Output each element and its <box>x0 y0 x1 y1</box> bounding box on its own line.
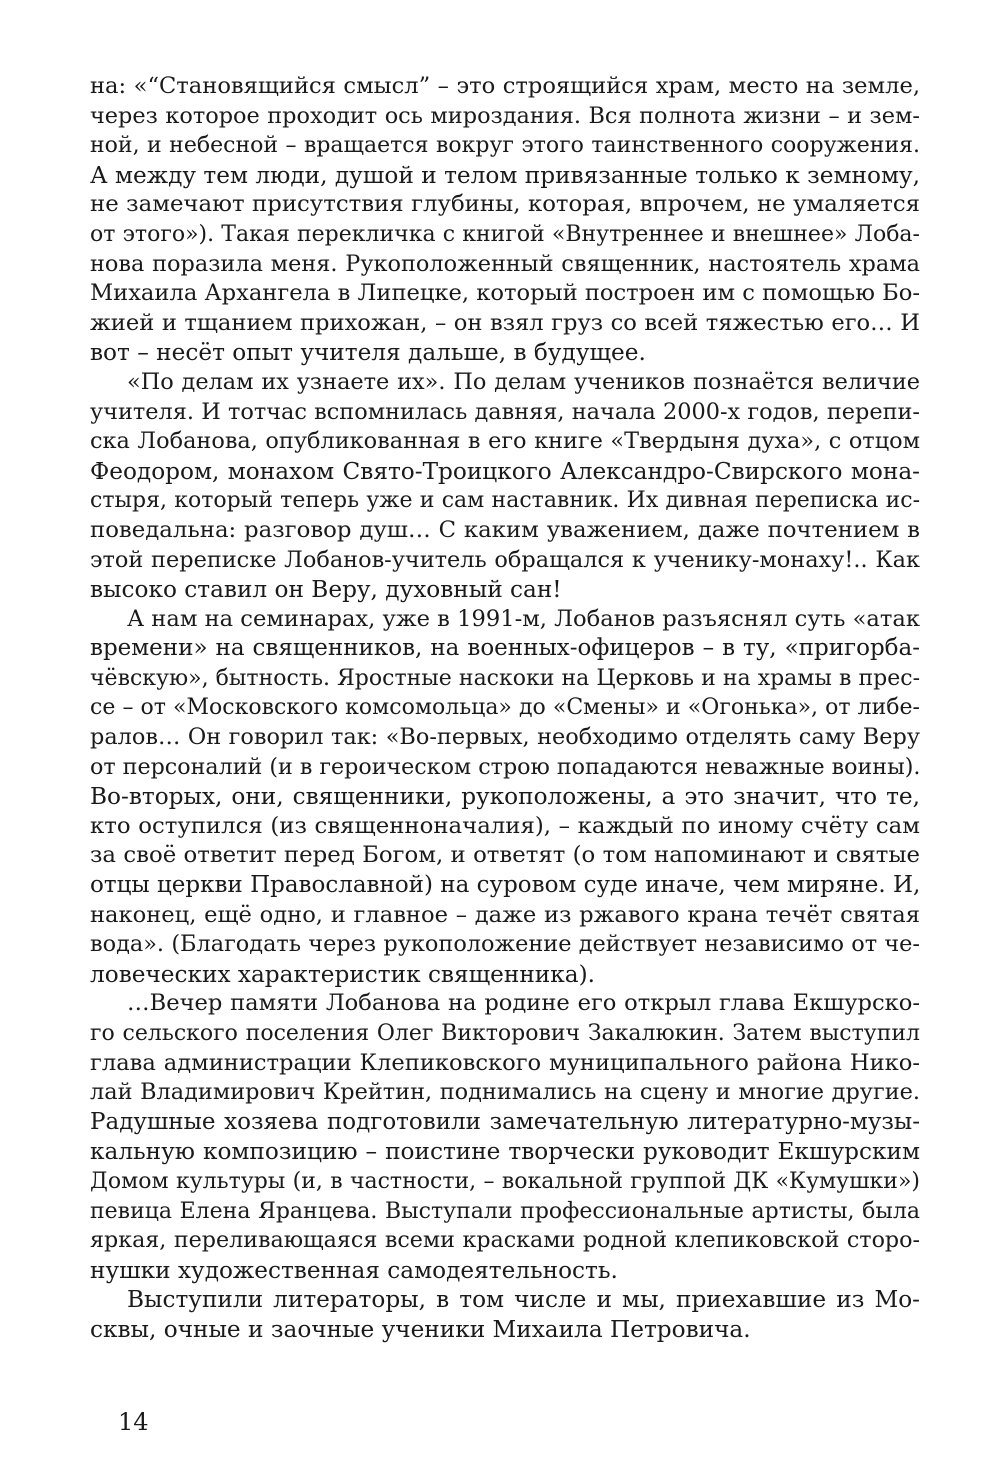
text-line: Радушные хозяева подготовили замечательную литературно-музы- <box>90 1108 920 1135</box>
text-line: ловеческих характеристик священника). <box>90 960 595 988</box>
text-line: наконец, ещё одно, и главное – даже из ржавого крана течёт святая <box>90 901 920 928</box>
text-line: го сельского поселения Олег Викторович Закалюкин. Затем выступил <box>90 1021 920 1046</box>
text-line: Домом культуры (и, в частности, – вокальной группой ДК «Кумушки») <box>90 1168 920 1194</box>
paragraph-4 <box>90 989 920 1285</box>
text-line: Во-вторых, они, священники, рукоположены, а это значит, что те, <box>90 783 920 811</box>
text-line: нова поразила меня. Рукоположенный священник, настоятель храма <box>90 250 920 277</box>
text-line: за своё ответит перед Богом, и ответят (о том напоминают и святые <box>90 842 920 869</box>
text-line: через которое проходит ось мироздания. Вся полнота жизни – и зем- <box>90 102 920 129</box>
text-line: «По делам их узнаете их». По делам учеников познаётся величие <box>127 368 920 395</box>
text-line: глава администрации Клепиковского муниципального района Нико- <box>90 1049 920 1076</box>
text-line: А между тем люди, душой и телом привязанные только к земному, <box>90 161 920 189</box>
text-line: жией и тщанием прихожан, – он взял груз со всей тяжестью его… И <box>90 309 920 336</box>
text-line: поведальна: разговор душ… С каким уважением, даже почтением в <box>90 516 920 543</box>
text-line: вода». (Благодать через рукоположение действует независимо от че- <box>90 931 920 958</box>
text-line: Выступили литераторы, в том числе и мы, приехавшие из Мо- <box>127 1286 920 1314</box>
paragraph-5 <box>90 1285 920 1344</box>
text-line: от персоналий (и в героическом строю попадаются неважные воины). <box>90 753 921 780</box>
body-text <box>90 72 920 1345</box>
page-number: 14 <box>118 1408 149 1436</box>
paragraph-3 <box>90 605 920 990</box>
text-line: стыря, который теперь уже и сам наставник. Их дивная переписка ис- <box>90 488 920 514</box>
text-line: чёвскую», бытность. Яростные наскоки на Церковь и на храмы в прес- <box>90 665 920 691</box>
text-line: кто оступился (из священноначалия), – каждый по иному счёту сам <box>90 812 920 839</box>
text-line: от этого»). Такая перекличка с книгой «Внутреннее и внешнее» Лоба- <box>90 221 920 247</box>
text-line: се – от «Московского комсомольца» до «Смены» и «Огонька», от либе- <box>90 695 920 721</box>
text-line: ска Лобанова, опубликованная в его книге «Твердыня духа», с отцом <box>90 428 920 455</box>
text-line: …Вечер памяти Лобанова на родине его открыл глава Екшурско- <box>127 990 920 1017</box>
text-line: высоко ставил он Веру, духовный сан! <box>90 576 562 604</box>
paragraph-1 <box>90 72 920 368</box>
text-line: кальную композицию – поистине творчески руководит Екшурским <box>90 1138 920 1166</box>
text-line: сквы, очные и заочные ученики Михаила Петровича. <box>90 1315 751 1343</box>
text-line: яркая, переливающаяся всеми красками родной клепиковской сторо- <box>90 1227 920 1254</box>
text-line: на: «“Становящийся смысл” – это строящийся храм, место на земле, <box>90 73 920 99</box>
text-line: А нам на семинарах, уже в 1991-м, Лобанов разъяснял суть «атак <box>127 605 920 632</box>
paragraph-2 <box>90 368 920 605</box>
text-line: вот – несёт опыт учителя дальше, в будущее. <box>90 339 646 367</box>
text-line: этой переписке Лобанов-учитель обращался к ученику-монаху!.. Как <box>90 546 920 573</box>
text-line: певица Елена Яранцева. Выступали профессиональные артисты, была <box>90 1198 920 1224</box>
text-line: лай Владимирович Крейтин, поднимались на сцену и многие другие. <box>90 1079 920 1106</box>
text-line: отцы церкви Православной) на суровом суде иначе, чем миряне. И, <box>90 872 921 899</box>
text-line: Михаила Архангела в Липецке, который построен им с помощью Бо- <box>90 280 920 307</box>
text-line: Феодором, монахом Свято-Троицкого Александро-Свирского мона- <box>90 457 920 485</box>
text-line: ралов… Он говорил так: «Во-первых, необходимо отделять саму Веру <box>90 724 920 751</box>
text-line: нушки художественная самодеятельность. <box>90 1256 618 1284</box>
text-line: времени» на священников, на военных-офицеров – в ту, «пригорба- <box>90 635 920 662</box>
text-line: учителя. И тотчас вспомнилась давняя, начала 2000-х годов, перепи- <box>90 398 920 425</box>
text-line: ной, и небесной – вращается вокруг этого таинственного сооружения. <box>90 133 920 159</box>
text-line: не замечают присутствия глубины, которая, впрочем, не умаляется <box>90 191 920 218</box>
